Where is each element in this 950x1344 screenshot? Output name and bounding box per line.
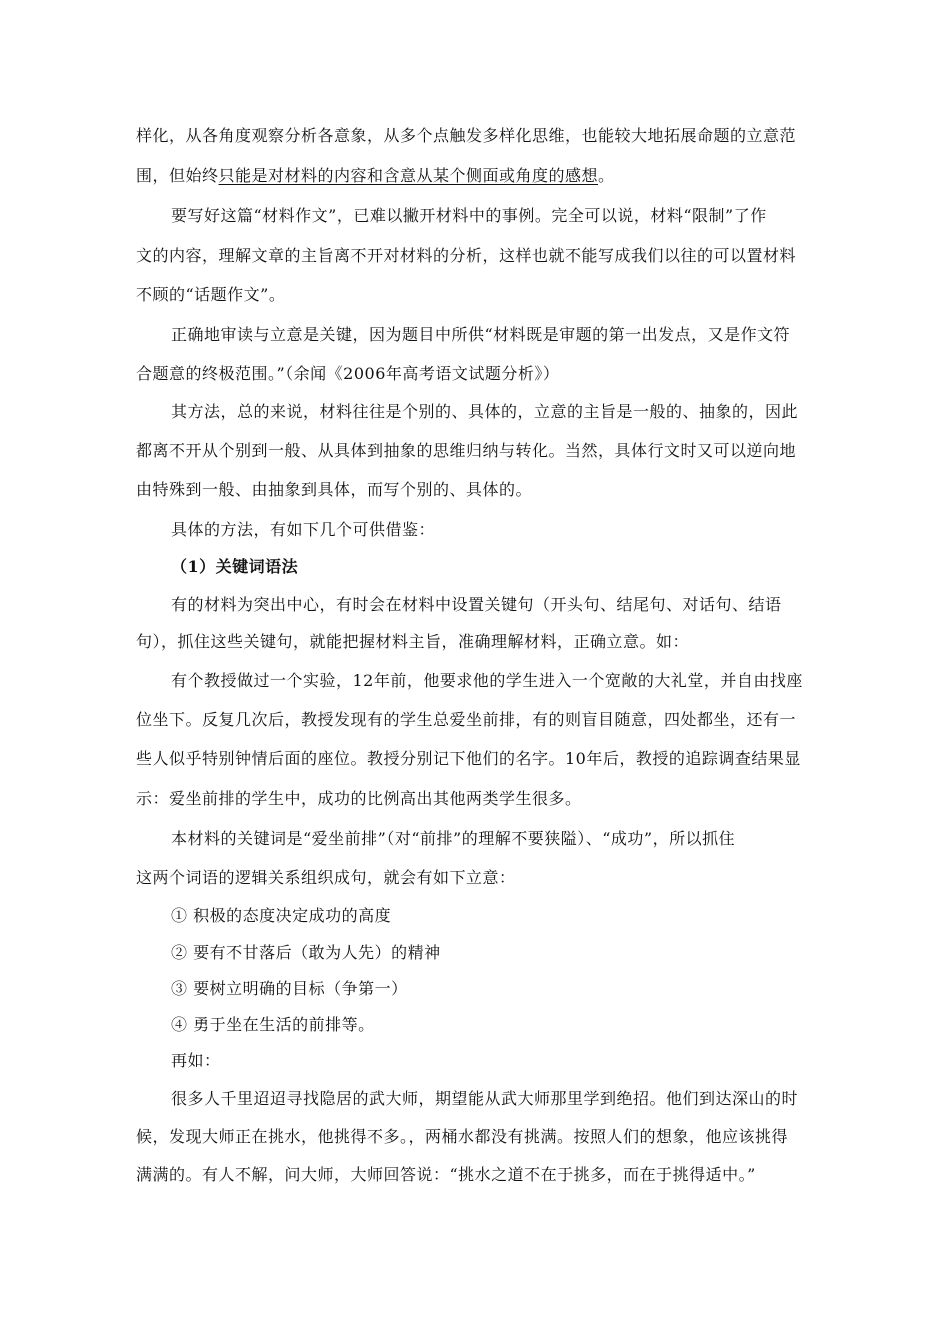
text-line: 正确地审读与立意是关键，因为题目中所供“材料既是审题的第一出发点，又是作文符 [171,325,791,344]
text-line: 满满的。有人不解，问大师，大师回答说：“挑水之道不在于挑多，而在于挑得适中。” [136,1165,756,1184]
text-line: 位坐下。反复几次后，教授发现有的学生总爱坐前排，有的则盲目随意，四处都坐，还有一 [136,710,797,729]
text-line: 样化，从各角度观察分析各意象，从多个点触发多样化思维，也能较大地拓展命题的立意范 [136,126,797,145]
text-line: 由特殊到一般、由抽象到具体，而写个别的、具体的。 [136,480,533,499]
section-heading: （1）关键词语法 [171,557,299,576]
text-segment: 围，但始终 [136,166,219,185]
text-segment: 。 [598,166,615,185]
list-item: ④ 勇于坐在生活的前排等。 [171,1015,375,1034]
text-line [136,165,615,187]
list-item: ① 积极的态度决定成功的高度 [171,906,392,925]
text-line: 其方法，总的来说，材料往往是个别的、具体的，立意的主旨是一般的、抽象的，因此 [171,402,799,421]
text-line: 要写好这篇“材料作文”，已难以撇开材料中的事例。完全可以说，材料“限制”了作 [171,206,767,225]
text-line: 不顾的“话题作文”。 [136,285,286,304]
text-line: 具体的方法，有如下几个可供借鉴： [171,520,436,539]
text-line: 这两个词语的逻辑关系组织成句，就会有如下立意： [136,868,516,887]
text-line: 候，发现大师正在挑水，他挑得不多。，两桶水都没有挑满。按照人们的想象，他应该挑得 [136,1127,789,1146]
underlined-text: 只能是对材料的内容和含意从某个侧面或角度的感想 [218,166,599,185]
text-line: 有的材料为突出中心，有时会在材料中设置关键句（开头句、结尾句、对话句、结语 [171,595,782,614]
text-line: 有个教授做过一个实验，12年前，他要求他的学生进入一个宽敞的大礼堂，并自由找座 [171,671,803,690]
text-line: 文的内容，理解文章的主旨离不开对材料的分析，这样也就不能写成我们以往的可以置材料 [136,246,797,265]
text-line: 句），抓住这些关键句，就能把握材料主旨，准确理解材料，正确立意。如： [136,632,690,651]
text-line: 再如： [171,1051,221,1070]
text-line: 些人似乎特别钟情后面的座位。教授分别记下他们的名字。10年后，教授的追踪调查结果显 [136,749,801,768]
text-line: 很多人千里迢迢寻找隐居的武大师，期望能从武大师那里学到绝招。他们到达深山的时 [171,1089,799,1108]
text-line: 本材料的关键词是“爱坐前排”（对“前排”的理解不要狭隘）、“成功”，所以抓住 [171,829,736,848]
text-line: 都离不开从个别到一般、从具体到抽象的思维归纳与转化。当然，具体行文时又可以逆向地 [136,441,797,460]
text-line: 示：爱坐前排的学生中，成功的比例高出其他两类学生很多。 [136,789,582,808]
text-line: 合题意的终极范围。”（余闻《2006年高考语文试题分析》） [136,364,560,383]
list-item: ③ 要树立明确的目标（争第一） [171,979,408,998]
list-item: ② 要有不甘落后（敢为人先）的精神 [171,943,441,962]
